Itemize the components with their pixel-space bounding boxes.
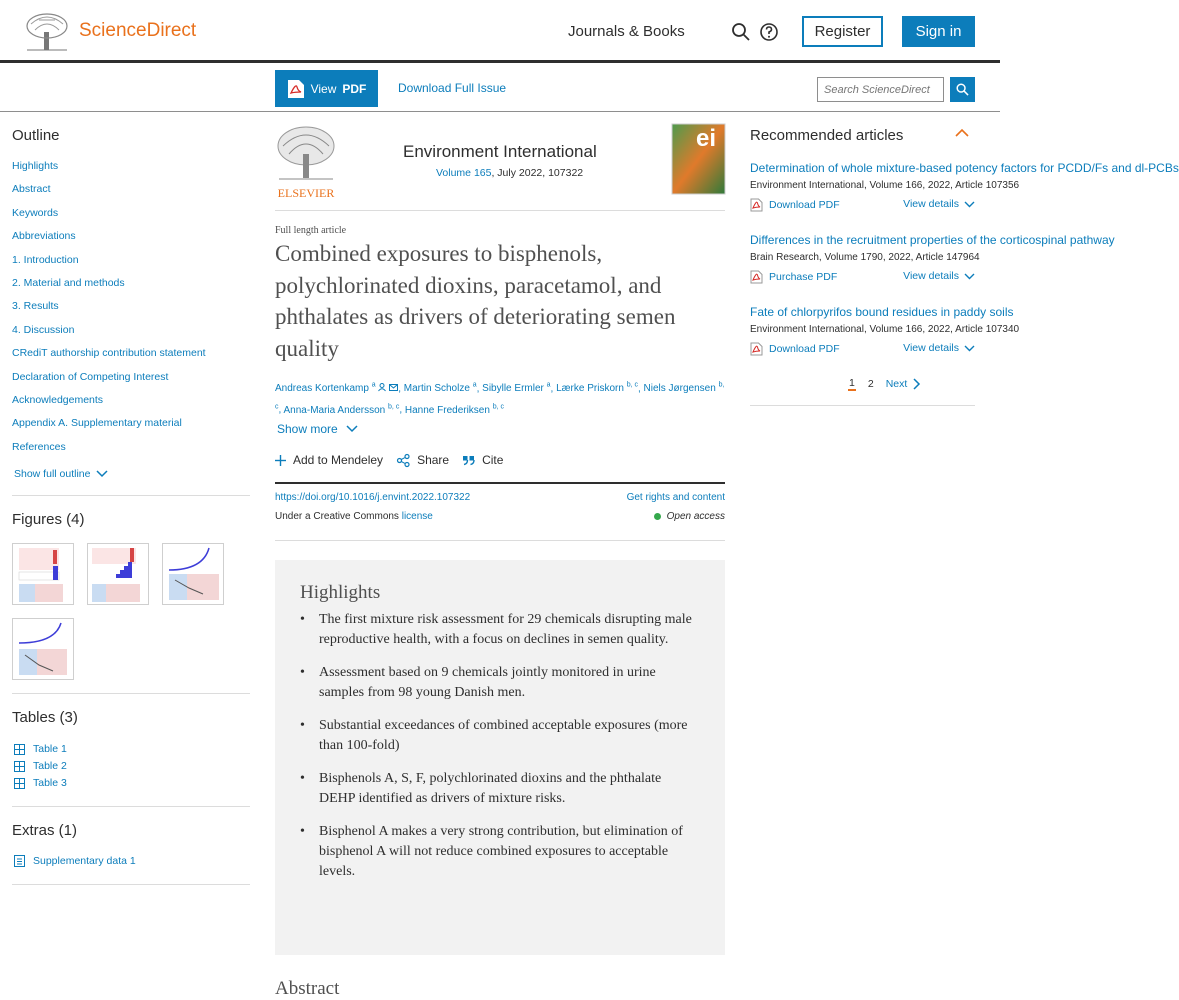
pdf-icon [750, 270, 763, 284]
article-toolbar [0, 66, 1000, 112]
volume-date: , July 2022, 107322 [491, 167, 584, 179]
recommended-article-meta: Environment International, Volume 166, 2022, Article 107340 [750, 324, 1020, 335]
recommended-article-title[interactable]: Differences in the recruitment properties of the corticospinal pathway [750, 233, 1115, 247]
help-icon[interactable] [759, 22, 779, 42]
open-access-dot-icon [654, 513, 661, 520]
pdf-icon [287, 79, 305, 99]
outline-item[interactable]: Appendix A. Supplementary material [12, 417, 182, 430]
download-pdf-link[interactable] [750, 198, 840, 212]
author-name: Martin Scholze [403, 383, 470, 395]
recommended-article-title[interactable]: Determination of whole mixture-based potency factors for PCDD/Fs and dl-PCBs [750, 161, 1179, 175]
outline-item[interactable]: Declaration of Competing Interest [12, 370, 169, 383]
search-icon[interactable] [731, 22, 751, 42]
journal-cover-image[interactable] [672, 124, 725, 194]
abstract-heading: Abstract [275, 978, 340, 999]
show-full-outline-label: Show full outline [14, 468, 91, 480]
recommended-article-title[interactable]: Fate of chlorpyrifos bound residues in paddy soils [750, 305, 1014, 319]
highlights-title: Highlights [300, 582, 381, 603]
table-link[interactable] [14, 743, 67, 755]
view-details-label: View details [903, 270, 959, 282]
view-pdf-label: View [310, 81, 337, 96]
journal-title-link[interactable]: Environment International [403, 142, 597, 161]
author-name: Niels Jørgensen [643, 383, 716, 395]
sciencedirect-brand[interactable]: ScienceDirect [79, 20, 197, 41]
next-page-button[interactable] [886, 378, 921, 390]
author-name: Lærke Priskorn [556, 383, 624, 395]
divider [750, 405, 975, 406]
pdf-icon [750, 342, 763, 356]
share-label: Share [417, 453, 450, 467]
elsevier-publisher-logo[interactable] [275, 124, 337, 200]
recommended-article [750, 161, 1179, 214]
license-info [275, 511, 433, 522]
quote-icon [463, 455, 475, 465]
search-icon [956, 83, 969, 96]
view-details-button[interactable] [903, 270, 975, 282]
author-list: Andreas Kortenkamp $^a$ , Martin Scholze $^a$, Sibylle Ermler $^a$, Lærke Priskorn $^{b, c}$, Niels Jørgensen $^{b, c}$, Anna-Maria Andersson $^{b, c}$, Hanne Frederiksen $^{b, c}$ [275, 382, 725, 416]
show-more-button[interactable] [277, 422, 358, 436]
license-prefix: Under a Creative Commons [275, 511, 399, 522]
figure-thumbnail-image [88, 544, 148, 604]
sign-in-button[interactable]: Sign in [902, 16, 975, 47]
table-link-label: Table 2 [33, 760, 67, 772]
outline-item[interactable]: Abstract [12, 183, 51, 196]
table-link-label: Table 3 [33, 777, 67, 789]
figure-thumbnail-image [13, 619, 73, 679]
figure-thumbnail-image [13, 544, 73, 604]
download-full-issue-link[interactable]: Download Full Issue [398, 81, 507, 95]
person-icon [378, 383, 386, 391]
recommended-article [750, 305, 1020, 358]
divider [275, 482, 725, 484]
author-name: Hanne Frederiksen [404, 404, 490, 416]
outline-item[interactable]: 3. Results [12, 300, 59, 313]
show-full-outline-button[interactable] [14, 468, 108, 480]
tables-title: Tables (3) [12, 709, 78, 726]
view-details-button[interactable] [903, 198, 975, 210]
author-link[interactable] [284, 405, 400, 416]
top-header [0, 0, 1000, 63]
outline-item[interactable]: CRediT authorship contribution statement [12, 347, 206, 360]
outline-item[interactable]: Acknowledgements [12, 393, 104, 406]
show-more-label: Show more [277, 422, 338, 436]
highlight-item: • Substantial exceedances of combined acceptable exposures (more than 100-fold) [300, 716, 700, 756]
svg-text:ei: ei [696, 125, 717, 152]
view-pdf-button[interactable] [275, 70, 378, 107]
share-icon [397, 454, 410, 467]
open-access-badge [654, 511, 725, 522]
supplementary-data-link[interactable] [14, 855, 136, 867]
author-affiliation: a [371, 382, 376, 389]
author-link[interactable] [556, 383, 638, 394]
doi-link[interactable]: https://doi.org/10.1016/j.envint.2022.107322 [275, 492, 471, 503]
highlight-item: • Bisphenols A, S, F, polychlorinated dioxins and the phthalate DEHP identified as drivers of mixture risks. [300, 769, 700, 809]
add-to-mendeley-label: Add to Mendeley [293, 453, 384, 467]
download-pdf-label: Download PDF [769, 343, 840, 355]
outline-item[interactable]: Keywords [12, 206, 59, 219]
author-name: Andreas Kortenkamp [275, 383, 369, 395]
figure-thumbnail[interactable] [162, 543, 224, 605]
supplementary-data-label: Supplementary data 1 [33, 855, 136, 867]
highlights-box [275, 560, 725, 955]
journal-volume-info [436, 167, 583, 179]
outline-item[interactable]: Highlights [12, 160, 59, 172]
author-link[interactable] [405, 405, 504, 416]
recommended-pagination [848, 377, 920, 391]
figure-thumbnail-image [163, 544, 223, 604]
chevron-down-icon [964, 273, 975, 280]
recommended-title: Recommended articles [750, 127, 904, 144]
article-actions [275, 453, 517, 467]
elsevier-tree-logo-icon[interactable] [25, 12, 69, 52]
outline-item[interactable]: 4. Discussion [12, 323, 75, 336]
journals-books-link[interactable]: Journals & Books [568, 23, 685, 40]
open-access-label: Open access [666, 511, 725, 522]
add-to-mendeley-button[interactable] [275, 453, 383, 467]
license-link[interactable]: license [401, 511, 433, 522]
cite-label: Cite [482, 453, 504, 467]
recommended-article [750, 233, 1115, 286]
table-icon [14, 778, 25, 789]
author-affiliation: b, c [388, 403, 400, 411]
view-pdf-label-bold: PDF [342, 81, 367, 96]
divider [275, 540, 725, 541]
author-link[interactable] [482, 383, 550, 394]
author-affiliation: b, c [626, 382, 638, 389]
divider [12, 495, 250, 496]
divider [12, 806, 250, 807]
outline-list [12, 160, 206, 464]
volume-link[interactable]: Volume 165 [436, 167, 492, 179]
figure-thumbnail[interactable] [87, 543, 149, 605]
article-type: Full length article [275, 225, 347, 236]
view-details-label: View details [903, 198, 959, 210]
author-name: Sibylle Ermler [482, 383, 544, 395]
elsevier-tree-icon [275, 124, 337, 182]
table-link-label: Table 1 [33, 743, 67, 755]
pdf-icon [750, 198, 763, 212]
highlight-item: • Assessment based on 9 chemicals jointly monitored in urine samples from 98 young Danish men. [300, 663, 700, 703]
highlight-item: • Bisphenol A makes a very strong contribution, but elimination of bisphenol A will not reduce combined exposures to acceptable levels. [300, 822, 700, 882]
download-pdf-link[interactable] [750, 342, 840, 356]
purchase-pdf-link[interactable] [750, 270, 837, 284]
recommended-article-meta: Brain Research, Volume 1790, 2022, Article 147964 [750, 252, 980, 263]
outline-item[interactable]: References [12, 440, 66, 453]
chevron-down-icon [964, 201, 975, 208]
search-input[interactable] [817, 77, 944, 102]
highlight-item: • The first mixture risk assessment for 29 chemicals disrupting male reproductive health, with a focus on declines in semen quality. [300, 610, 700, 650]
author-affiliation: a [546, 382, 551, 389]
search-submit-button[interactable] [950, 77, 975, 102]
extras-title: Extras (1) [12, 822, 78, 839]
next-label: Next [885, 378, 908, 390]
article-title: Combined exposures to bisphenols, polychlorinated dioxins, paracetamol, and phthalates as drivers of deteriorating semen quality [275, 241, 676, 361]
table-link[interactable] [14, 777, 67, 789]
register-button[interactable]: Register [802, 16, 883, 47]
table-icon [14, 744, 25, 755]
document-icon [14, 855, 25, 867]
chevron-down-icon [96, 470, 108, 478]
author-link[interactable] [275, 383, 398, 394]
highlights-list [300, 610, 700, 882]
table-icon [14, 761, 25, 772]
table-link[interactable] [14, 760, 67, 772]
page-current[interactable]: 1 [849, 377, 855, 389]
download-pdf-label: Download PDF [769, 199, 840, 211]
chevron-up-icon[interactable] [955, 128, 969, 137]
chevron-right-icon [913, 378, 920, 390]
get-rights-link[interactable]: Get rights and content [626, 492, 725, 503]
email-icon [389, 384, 398, 391]
page-2-link[interactable]: 2 [867, 378, 874, 390]
chevron-down-icon [964, 345, 975, 352]
share-button[interactable] [397, 453, 449, 467]
author-affiliation: b, c [492, 403, 505, 411]
figures-title: Figures (4) [12, 511, 85, 528]
view-details-label: View details [903, 342, 959, 354]
outline-item[interactable]: Abbreviations [12, 230, 76, 243]
journal-cover-art [672, 124, 725, 194]
divider [12, 693, 250, 694]
divider [275, 210, 725, 211]
view-details-button[interactable] [903, 342, 975, 354]
outline-item[interactable]: 2. Material and methods [12, 276, 125, 289]
author-affiliation: a [472, 382, 477, 389]
figure-thumbnail[interactable] [12, 543, 74, 605]
plus-icon [275, 455, 286, 466]
outline-item[interactable]: 1. Introduction [12, 253, 79, 266]
divider [12, 884, 250, 885]
recommended-article-meta: Environment International, Volume 166, 2022, Article 107356 [750, 180, 1020, 191]
author-affiliation: b, c [275, 382, 725, 411]
elsevier-wordmark: ELSEVIER [277, 186, 335, 200]
purchase-pdf-label: Purchase PDF [769, 271, 838, 283]
author-name: Anna-Maria Andersson [283, 404, 386, 416]
cite-button[interactable] [463, 453, 503, 467]
chevron-down-icon [346, 425, 358, 433]
figure-thumbnail[interactable] [12, 618, 74, 680]
outline-title: Outline [12, 127, 60, 144]
author-link[interactable] [404, 383, 477, 394]
